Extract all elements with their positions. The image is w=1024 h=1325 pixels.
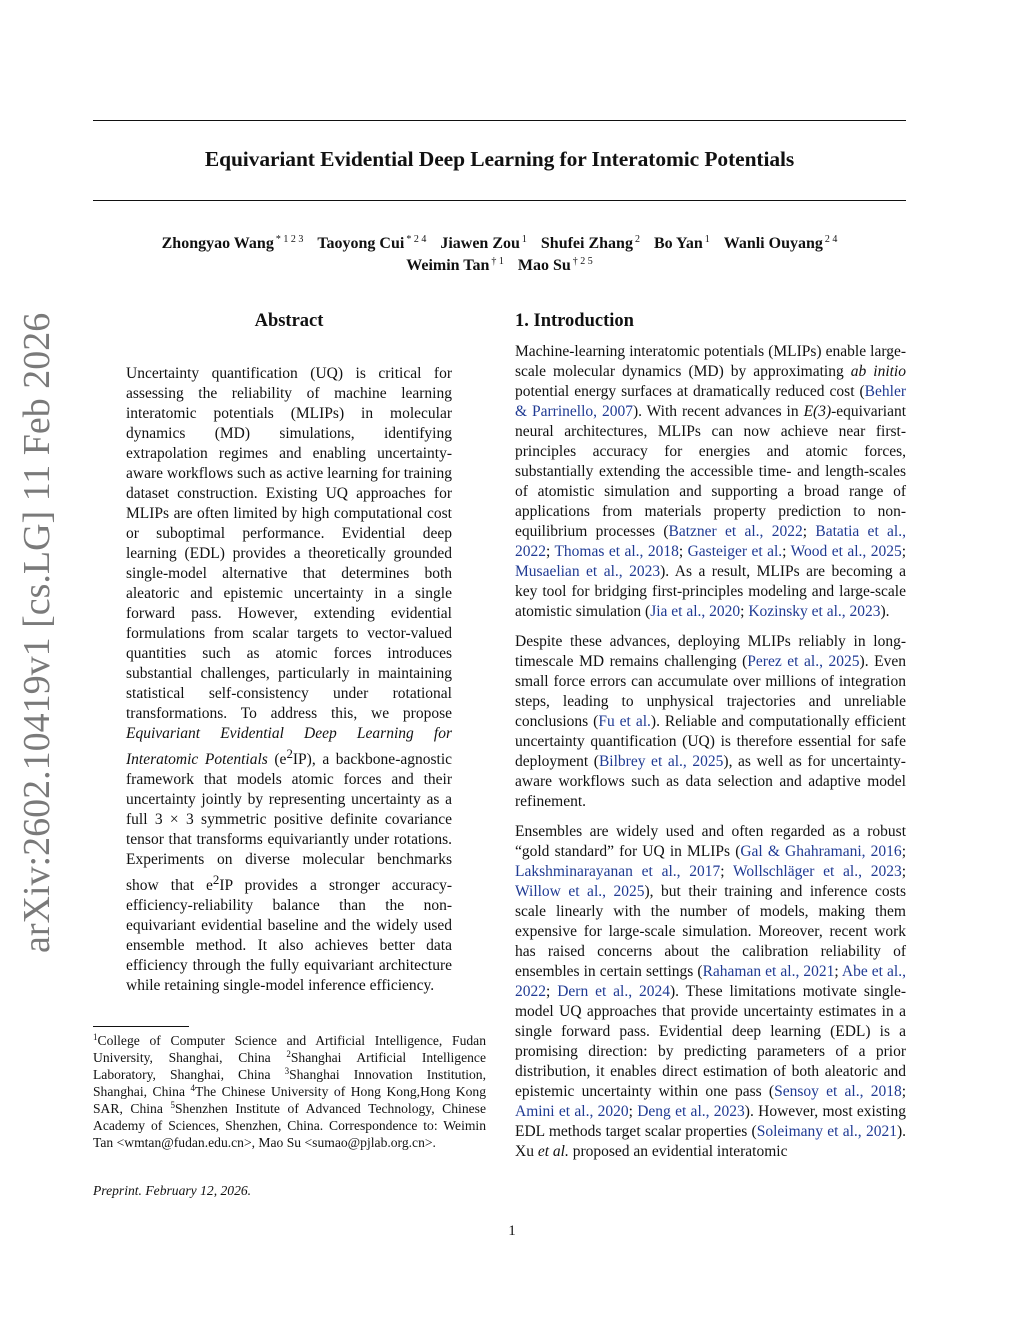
author-list-line-1	[93, 235, 906, 253]
citation-link[interactable]: Wollschläger et al., 2023	[733, 863, 902, 880]
citation-link[interactable]: Rahaman et al., 2021	[702, 963, 835, 980]
author-list-line-2	[93, 257, 906, 275]
citation-link[interactable]: Dern et al., 2024	[557, 983, 670, 1000]
citation-link[interactable]: Willow et al., 2025	[515, 883, 645, 900]
citation-link[interactable]: Soleimany et al., 2021	[756, 1123, 897, 1140]
citation-link[interactable]: Gasteiger et al.	[687, 543, 783, 560]
intro-paragraph-3: Ensembles are widely used and often regarded as a robust “gold standard” for UQ in MLIPs (Gal & Ghahramani, 2016; Lakshminarayanan et al., 2017; Wollschläger et al., 2023; Willow et al., 2025), but their training and inference costs scale linearly with the number of models, making them expensive for large-scale simulation. Moreover, recent work has raised concerns about the calibration reliability of ensembles in certain settings (Rahaman et al., 2021; Abe et al., 2022; Dern et al., 2024). These limitations motivate single-model UQ approaches that provide uncertainty estimates in a single forward pass. Evidential deep learning (EDL) is a promising direction: by predicting parameters of a prior distribution, it enables direct estimation of both aleatoric and epistemic uncertainty within one pass (Sensoy et al., 2018; Amini et al., 2020; Deng et al., 2023). However, most existing EDL methods target scalar properties (Soleimany et al., 2021). Xu et al. proposed an evidential interatomic	[515, 823, 907, 1160]
citation-link[interactable]: Sensoy et al., 2018	[774, 1083, 902, 1100]
footnote-separator	[93, 1026, 189, 1027]
author: Weimin Tan $^{\dagger 1}$	[406, 256, 504, 274]
intro-paragraph-1: Machine-learning interatomic potentials (MLIPs) enable large-scale molecular dynamics (MD) by approximating ab initio potential energy surfaces at dramatically reduced cost (Behler & Parrinello, 2007). With recent advances in E(3)-equivariant neural architectures, MLIPs can now achieve near first-principles accuracy for energies and atomic forces, substantially extending the accessible time- and length-scales of atomistic simulation and supporting a broad range of applications from materials property prediction to non-equilibrium processes (Batzner et al., 2022; Batatia et al., 2022; Thomas et al., 2018; Gasteiger et al.; Wood et al., 2025; Musaelian et al., 2023). As a result, MLIPs are becoming a key tool for bridging first-principles modeling and large-scale atomistic simulation (Jia et al., 2020; Kozinsky et al., 2023).	[515, 343, 907, 620]
citation-link[interactable]: Abe et al., 2022	[515, 963, 906, 1000]
author: Wanli Ouyang $^{2 4}$	[723, 234, 838, 252]
author: Taoyong Cui $^{* 2 4}$	[317, 234, 427, 252]
citation-link[interactable]: Deng et al., 2023	[637, 1103, 745, 1120]
title-bottom-rule	[93, 200, 906, 201]
left-column	[126, 308, 452, 996]
citation-link[interactable]: Batzner et al., 2022	[668, 523, 803, 540]
citation-link[interactable]: Lakshminarayanan et al., 2017	[515, 863, 721, 880]
citation-link[interactable]: Kozinsky et al., 2023	[748, 603, 881, 620]
method-name: Equivariant Evidential Deep Learning for Interatomic Potentials	[126, 725, 452, 769]
introduction-heading: 1. Introduction	[515, 311, 634, 331]
citation-link[interactable]: Amini et al., 2020	[515, 1103, 629, 1120]
citation-link[interactable]: Bilbrey et al., 2025	[598, 753, 724, 770]
citation-link[interactable]: Musaelian et al., 2023	[515, 563, 661, 580]
author: Zhongyao Wang $^{* 1 2 3}$	[161, 234, 304, 252]
math-e3: E(3)	[803, 403, 832, 420]
citation-link[interactable]: Behler & Parrinello, 2007	[515, 383, 906, 420]
citation-link[interactable]: Jia et al., 2020	[650, 603, 741, 620]
page-number: 1	[508, 1223, 516, 1239]
citation-link[interactable]: Batatia et al., 2022	[515, 523, 906, 560]
intro-paragraph-2: Despite these advances, deploying MLIPs reliably in long-timescale MD remains challenging (Perez et al., 2025). Even small force errors can accumulate over millions of integration steps, leading to unphysical trajectories and unreliable conclusions (Fu et al.). Reliable and computationally efficient uncertainty quantification (UQ) is therefore essential for safe deployment (Bilbrey et al., 2025), as well as for uncertainty-aware workflows such as data selection and adaptive model refinement.	[515, 633, 906, 810]
citation-link[interactable]: Gal & Ghahramani, 2016	[740, 843, 902, 860]
citation-link[interactable]: Thomas et al., 2018	[554, 543, 679, 560]
title-top-rule	[93, 120, 906, 121]
author: Shufei Zhang $^2$	[540, 234, 640, 252]
abstract-text: Uncertainty quantification (UQ) is critical for assessing the reliability of machine learning interatomic potentials (MLIPs) in molecular dynamics (MD) simulations, identifying extrapolation regimes and enabling uncertainty-aware workflows such as active learning for training dataset construction. Existing UQ approaches for MLIPs are often limited by high computational cost or suboptimal performance. Evidential deep learning (EDL) provides a theoretically grounded single-model alternative that determines both aleatoric and epistemic uncertainty in a single forward pass. However, extending evidential formulations from scalar targets to vector-valued quantities such as atomic forces introduces substantial challenges, particularly in maintaining statistical self-consistency under rotational transformations. To address this, we propose Equivariant Evidential Deep Learning for Interatomic Potentials $(e^2IP)$, a backbone-agnostic framework that models atomic forces and their uncertainty jointly by representing uncertainty as a full 3 × 3 symmetric positive definite covariance tensor that transforms equivariantly under rotations. Experiments on diverse molecular benchmarks show that $e^2IP$ provides a stronger accuracy-efficiency-reliability balance than the non-equivariant evidential baseline and the widely used ensemble method. It also achieves better data efficiency through the fully equivariant architecture while retaining single-model inference efficiency.	[126, 365, 453, 995]
affiliation-footnote: $^1$College of Computer Science and Artificial Intelligence, Fudan University, Shanghai, China $^2$Shanghai Artificial Intelligence Laboratory, Shanghai, China $^3$Shanghai Innovation Institution, Shanghai, China $^4$The Chinese University of Hong Kong,Hong Kong SAR, China $^5$Shenzhen Institute of Advanced Technology, Chinese Academy of Sciences, Shenzhen, China. Correspondence to: Weimin Tan <wmtan@fudan.edu.cn>, Mao Su <sumao@pjlab.org.cn>.	[93, 1032, 487, 1150]
citation-link[interactable]: Perez et al., 2025	[747, 653, 860, 670]
author: Bo Yan $^1$	[653, 234, 710, 252]
arxiv-identifier-stamp: arXiv:2602.10419v1 [cs.LG] 11 Feb 2026	[16, 312, 58, 953]
introduction-body	[515, 342, 906, 1162]
author: Mao Su $^{\dagger 2 5}$	[517, 256, 593, 274]
author: Jiawen Zou $^1$	[440, 234, 527, 252]
preprint-note: Preprint. February 12, 2026.	[93, 1183, 252, 1198]
citation-link[interactable]: Wood et al., 2025	[790, 543, 902, 560]
paper-title: Equivariant Evidential Deep Learning for Interatomic Potentials	[204, 147, 795, 171]
citation-link[interactable]: Fu et al.	[598, 713, 651, 730]
abstract-heading: Abstract	[254, 311, 324, 331]
right-column	[515, 308, 906, 1172]
